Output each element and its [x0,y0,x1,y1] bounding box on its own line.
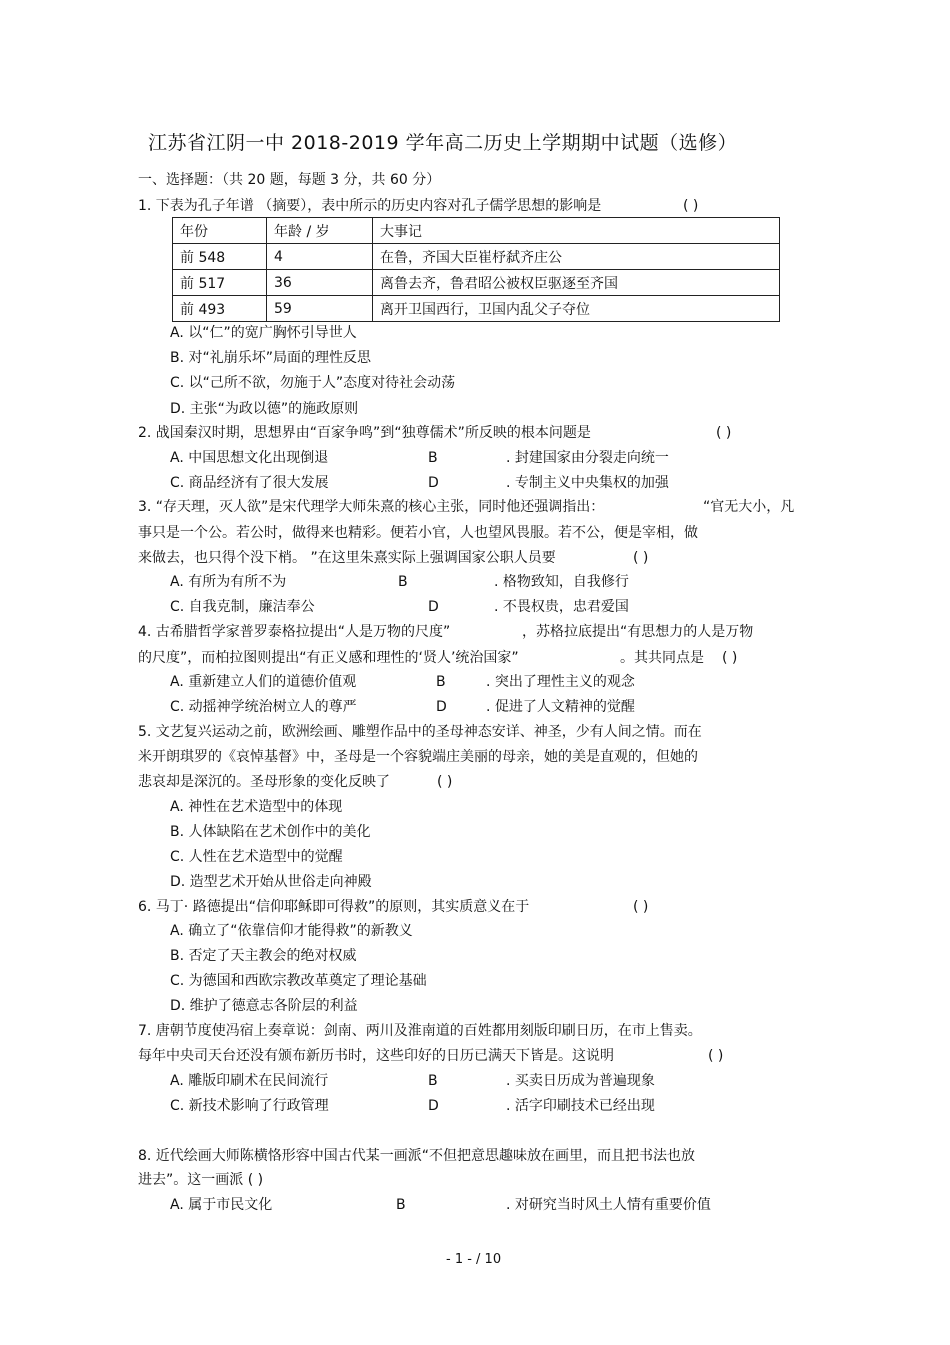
q3-stem-line1: 3. “存天理，灭人欲”是宋代理学大师朱熹的核心主张，同时他还强调指出： [138,499,605,515]
table-cell: 离鲁去齐，鲁君昭公被权臣驱逐至齐国 [373,270,780,296]
page-number: - 1 - / 10 [446,1252,502,1267]
q1-option-b: B. 对“礼崩乐坏”局面的理性反思 [170,350,372,366]
table-row [173,296,780,322]
table-cell: 36 [267,270,373,296]
q8-stem-line2: 进去”。这一画派 ( ) [138,1172,264,1188]
q6-option-a: A. 确立了“依靠信仰才能得救”的新教义 [170,923,413,939]
table-cell: 前 548 [173,244,267,270]
table-cell: 在鲁，齐国大臣崔杼弑齐庄公 [373,244,780,270]
q7-option-c: C. 新技术影响了行政管理 [170,1098,329,1114]
q1-stem: 1. 下表为孔子年谱 （摘要），表中所示的历史内容对孔子儒学思想的影响是 [138,198,602,214]
q6-option-d: D. 维护了德意志各阶层的利益 [170,998,358,1014]
q6-stem: 6. 马丁· 路德提出“信仰耶稣即可得救”的原则，其实质意义在于 [138,899,530,915]
q3-option-a: A. 有所为有所不为 [170,574,287,590]
q4-option-d-label: D [436,699,447,715]
table-cell: 4 [267,244,373,270]
q8-option-b: . 对研究当时风土人情有重要价值 [506,1197,711,1213]
q4-stem-line2b: 。其共同点是 [620,650,704,666]
q3-stem-line3: 来做去，也只得个没下梢。 ”在这里朱熹实际上强调国家公职人员要 [138,550,556,566]
q5-option-b: B. 人体缺陷在艺术创作中的美化 [170,824,371,840]
q7-option-b-label: B [428,1073,438,1089]
page-title: 江苏省江阴一中 2018-2019 学年高二历史上学期期中试题（选修） [148,132,738,154]
q4-stem-line2a: 的尺度”，而柏拉图则提出“有正义感和理性的‘贤人’统治国家” [138,650,519,666]
q2-option-b-label: B [428,450,438,466]
q3-option-c: C. 自我克制，廉洁奉公 [170,599,315,615]
q5-stem-line2: 米开朗琪罗的《哀悼基督》中，圣母是一个容貌端庄美丽的母亲，她的美是直观的，但她的 [138,749,698,765]
q3-stem-line2: 事只是一个公。若公时，做得来也精彩。便若小官，人也望风畏服。若不公，便是宰相，做 [138,525,698,541]
q8-option-a: A. 属于市民文化 [170,1197,273,1213]
q2-stem: 2. 战国秦汉时期，思想界由“百家争鸣”到“独尊儒术”所反映的根本问题是 [138,425,591,441]
q2-bracket: ( ) [716,425,732,441]
q3-option-d-label: D [428,599,439,615]
q4-stem-line1a: 4. 古希腊哲学家普罗泰格拉提出“人是万物的尺度” [138,624,451,640]
q4-option-a: A. 重新建立人们的道德价值观 [170,674,357,690]
q6-bracket: ( ) [633,899,649,915]
table-header-age: 年龄 / 岁 [267,218,373,244]
section-heading: 一、选择题：（共 20 题，每题 3 分，共 60 分） [138,172,441,188]
q2-option-c: C. 商品经济有了很大发展 [170,475,329,491]
q1-bracket: ( ) [683,198,699,214]
q1-option-d: D. 主张“为政以德”的施政原则 [170,401,359,417]
q5-option-d: D. 造型艺术开始从世俗走向神殿 [170,874,372,890]
table-header-year: 年份 [173,218,267,244]
q5-option-c: C. 人性在艺术造型中的觉醒 [170,849,343,865]
q2-option-d: . 专制主义中央集权的加强 [506,475,669,491]
table-row [173,270,780,296]
q4-option-b: . 突出了理性主义的观念 [486,674,635,690]
q7-option-a: A. 雕版印刷术在民间流行 [170,1073,329,1089]
q5-option-a: A. 神性在艺术造型中的体现 [170,799,343,815]
q3-stem-line1-quote: “官无大小，凡 [703,499,795,515]
table-row [173,244,780,270]
q7-option-b: . 买卖日历成为普遍现象 [506,1073,655,1089]
q4-bracket: ( ) [722,650,738,666]
q2-option-d-label: D [428,475,439,491]
q1-option-a: A. 以“仁”的宽广胸怀引导世人 [170,325,357,341]
q2-option-b: . 封建国家由分裂走向统一 [506,450,669,466]
q3-option-b-label: B [398,574,408,590]
q6-option-b: B. 否定了天主教会的绝对权威 [170,948,357,964]
q1-option-c: C. 以“己所不欲，勿施于人”态度对待社会动荡 [170,375,456,391]
q7-bracket: ( ) [708,1048,724,1064]
table-cell: 前 517 [173,270,267,296]
q8-stem-line1: 8. 近代绘画大师陈横恪形容中国古代某一画派“不但把意思趣味放在画里，而且把书法也放 [138,1148,696,1164]
q7-stem-line1: 7. 唐朝节度使冯宿上奏章说：剑南、两川及淮南道的百姓都用刻版印刷日历，在市上售卖。 [138,1023,702,1039]
q8-option-b-label: B [396,1197,406,1213]
q5-stem-line1: 5. 文艺复兴运动之前，欧洲绘画、雕塑作品中的圣母神态安详、神圣，少有人间之情。而在 [138,724,702,740]
table-header-events: 大事记 [373,218,780,244]
q4-option-c: C. 动摇神学统治树立人的尊严 [170,699,357,715]
confucius-chronology-table [172,217,780,322]
q3-bracket: ( ) [633,550,649,566]
q5-stem-line3: 悲哀却是深沉的。圣母形象的变化反映了 [138,774,390,790]
table-header-row [173,218,780,244]
q2-option-a: A. 中国思想文化出现倒退 [170,450,329,466]
q4-option-b-label: B [436,674,446,690]
q3-option-b: . 格物致知，自我修行 [494,574,629,590]
q6-option-c: C. 为德国和西欧宗教改革奠定了理论基础 [170,973,427,989]
q4-option-d: . 促进了人文精神的觉醒 [486,699,635,715]
table-cell: 离开卫国西行，卫国内乱父子夺位 [373,296,780,322]
q7-option-d-label: D [428,1098,439,1114]
q4-stem-line1b: ，苏格拉底提出“有思想力的人是万物 [522,624,754,640]
q7-stem-line2: 每年中央司天台还没有颁布新历书时，这些印好的日历已满天下皆是。这说明 [138,1048,614,1064]
table-cell: 前 493 [173,296,267,322]
table-cell: 59 [267,296,373,322]
q7-option-d: . 活字印刷技术已经出现 [506,1098,655,1114]
q5-bracket: ( ) [437,774,453,790]
q3-option-d: . 不畏权贵，忠君爱国 [494,599,629,615]
